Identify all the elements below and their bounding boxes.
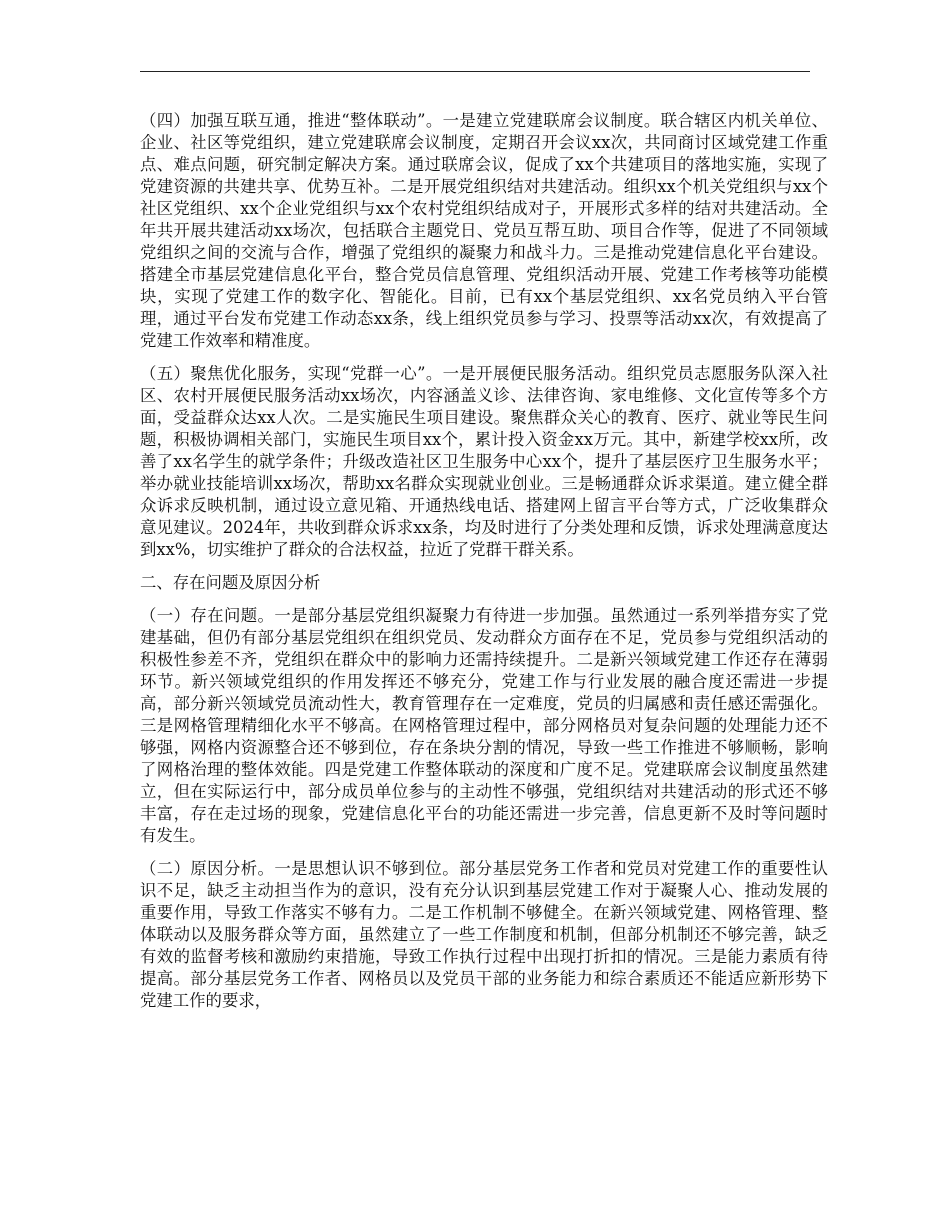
paragraph-existing-problems: （一）存在问题。一是部分基层党组织凝聚力有待进一步加强。虽然通过一系列举措夯实了党建基础，但仍有部分基层党组织在组织党员、发动群众方面存在不足，党员参与党组织活动的积极性参差不齐，党组织在群众中的影响力还需持续提升。二是新兴领域党建工作还存在薄弱环节。新兴领域党组织的作用发挥还不够充分，党建工作与行业发展的融合度还需进一步提高，部分新兴领域党员流动性大，教育管理存在一定难度，党员的归属感和责任感还需强化。三是网格管理精细化水平不够高。在网格管理过程中，部分网格员对复杂问题的处理能力还不够强，网格内资源整合还不够到位，存在条块分割的情况，导致一些工作推进不够顺畅，影响了网格治理的整体效能。四是党建工作整体联动的深度和广度不足。党建联席会议制度虽然建立，但在实际运行中，部分成员单位参与的主动性不够强，党组织结对共建活动的形式还不够丰富，存在走过场的现象，党建信息化平台的功能还需进一步完善，信息更新不及时等问题时有发生。 bbox=[140, 606, 828, 845]
paragraph-optimize-service: （五）聚焦优化服务，实现“党群一心”。一是开展便民服务活动。组织党员志愿服务队深入社区、农村开展便民服务活动xx场次，内容涵盖义诊、法律咨询、家电维修、文化宣传等多个方面，受益群众达xx人次。二是实施民生项目建设。聚焦群众关心的教育、医疗、就业等民生问题，积极协调相关部门，实施民生项目xx个，累计投入资金xx万元。其中，新建学校xx所，改善了xx名学生的就学条件；升级改造社区卫生服务中心xx个，提升了基层医疗卫生服务水平；举办就业技能培训xx场次，帮助xx名群众实现就业创业。三是畅通群众诉求渠道。建立健全群众诉求反映机制，通过设立意见箱、开通热线电话、搭建网上留言平台等方式，广泛收集群众意见建议。2024年，共收到群众诉求xx条，均及时进行了分类处理和反馈，诉求处理满意度达到xx%，切实维护了群众的合法权益，拉近了党群干群关系。 bbox=[140, 364, 828, 559]
header-rule bbox=[140, 71, 810, 72]
document-body bbox=[140, 110, 828, 1023]
paragraph-cause-analysis: （二）原因分析。一是思想认识不够到位。部分基层党务工作者和党员对党建工作的重要性认识不足，缺乏主动担当作为的意识，没有充分认识到基层党建工作对于凝聚人心、推动发展的重要作用，导致工作落实不够有力。二是工作机制不够健全。在新兴领域党建、网格管理、整体联动以及服务群众等方面，虽然建立了一些工作制度和机制，但部分机制还不够完善，缺乏有效的监督考核和激励约束措施，导致工作执行过程中出现打折扣的情况。三是能力素质有待提高。部分基层党务工作者、网格员以及党员干部的业务能力和综合素质还不能适应新形势下党建工作的要求， bbox=[140, 859, 828, 1010]
paragraph-integrated-linkage: （四）加强互联互通，推进“整体联动”。一是建立党建联席会议制度。联合辖区内机关单位、企业、社区等党组织，建立党建联席会议制度，定期召开会议xx次，共同商讨区域党建工作重点、难点问题，研究制定解决方案。通过联席会议，促成了xx个共建项目的落地实施，实现了党建资源的共建共享、优势互补。二是开展党组织结对共建活动。组织xx个机关党组织与xx个社区党组织、xx个企业党组织与xx个农村党组织结成对子，开展形式多样的结对共建活动。全年共开展共建活动xx场次，包括联合主题党日、党员互帮互助、项目合作等，促进了不同领域党组织之间的交流与合作，增强了党组织的凝聚力和战斗力。三是推动党建信息化平台建设。搭建全市基层党建信息化平台，整合党员信息管理、党组织活动开展、党建工作考核等功能模块，实现了党建工作的数字化、智能化。目前，已有xx个基层党组织、xx名党员纳入平台管理，通过平台发布党建工作动态xx条，线上组织党员参与学习、投票等活动xx次，有效提高了党建工作效率和精准度。 bbox=[140, 111, 828, 350]
section-heading: 二、存在问题及原因分析 bbox=[140, 573, 321, 592]
